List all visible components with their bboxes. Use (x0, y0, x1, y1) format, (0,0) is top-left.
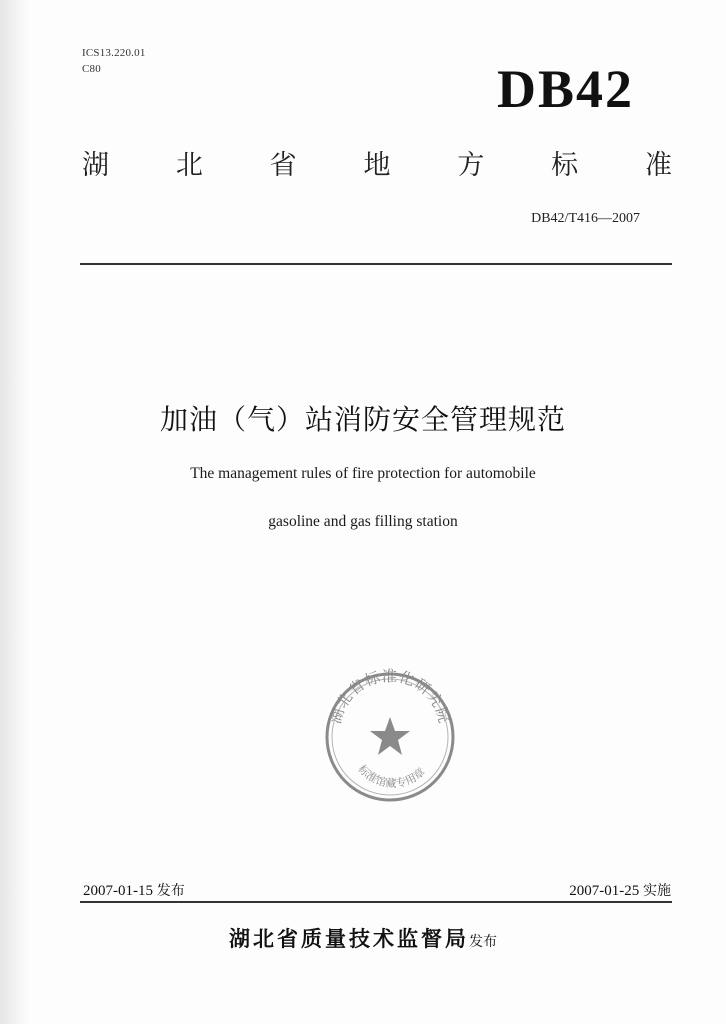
library-seal-stamp (320, 667, 460, 807)
header-divider (80, 263, 672, 265)
publish-date-block (83, 880, 185, 900)
standard-logo: DB42 (496, 59, 634, 119)
implement-label: 实施 (643, 883, 671, 899)
standard-type-char: 方 (457, 150, 485, 181)
standard-type-char: 湖 (82, 150, 109, 181)
standard-type-char: 地 (363, 150, 391, 181)
implement-date-block (569, 880, 671, 900)
publish-date: 2007-01-15 (83, 883, 153, 899)
issuer-organization: 湖北省质量技术监督局 (229, 927, 469, 951)
seal-outer-text: 湖北省标准化研究院 (326, 667, 454, 726)
ccs-code: C80 (82, 63, 101, 75)
footer-divider (80, 901, 672, 903)
standard-type-char: 准 (644, 150, 672, 181)
seal-star-icon (370, 717, 410, 755)
scan-edge-shadow (0, 0, 30, 1024)
document-title-english-line2: gasoline and gas filling station (268, 513, 458, 530)
issuer-verb: 发布 (469, 934, 497, 950)
publish-label: 发布 (156, 883, 185, 899)
implement-date: 2007-01-25 (569, 883, 640, 899)
svg-text:标准馆藏专用章 (355, 762, 427, 790)
standard-type-char: 标 (551, 150, 579, 181)
standard-type-char: 省 (269, 150, 297, 181)
ics-code: ICS13.220.01 (82, 47, 146, 59)
svg-text:湖北省标准化研究院 (326, 667, 453, 726)
document-title-chinese: 加油（气）站消防安全管理规范 (159, 403, 566, 436)
standard-type-char: 北 (175, 150, 203, 181)
issuing-authority (0, 923, 726, 953)
standard-type-heading (82, 143, 672, 182)
document-title-english-line1: The management rules of fire protection for automobile (190, 465, 536, 482)
date-row (83, 880, 671, 900)
standard-number: DB42/T416—2007 (531, 211, 640, 226)
seal-inner-text: 标准馆藏专用章 (355, 762, 428, 791)
